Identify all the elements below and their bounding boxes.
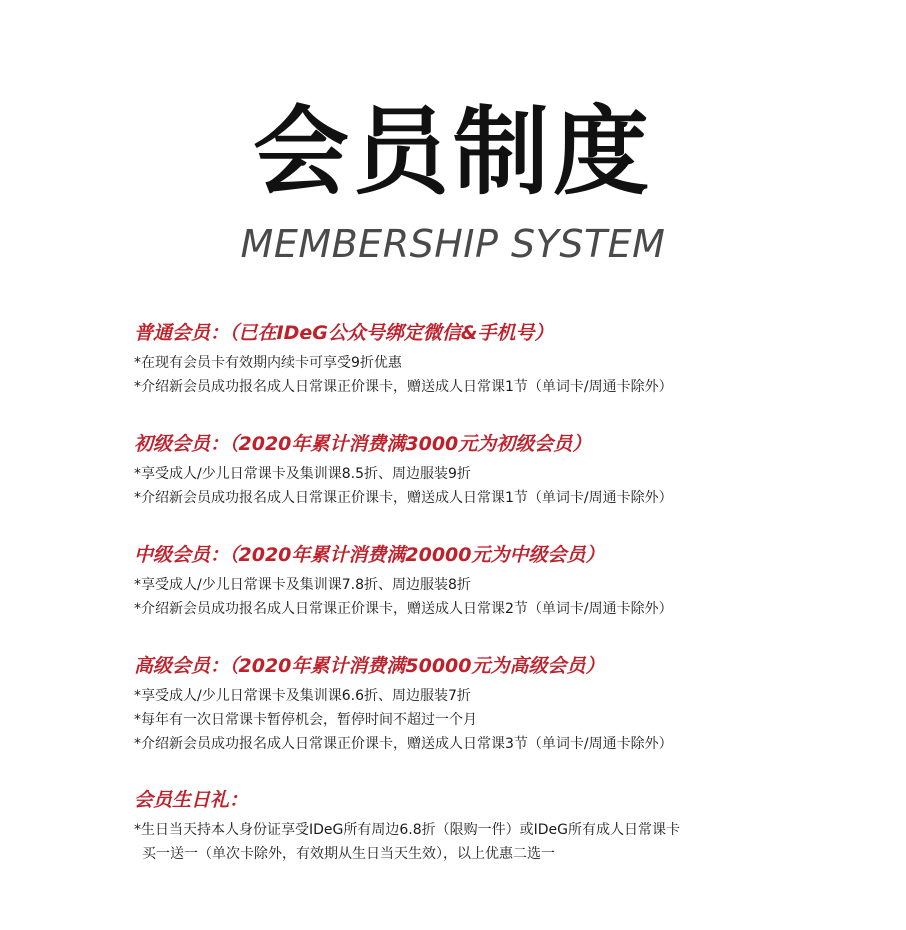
benefit-item: *在现有会员卡有效期内续卡可享受9折优惠 bbox=[134, 355, 402, 371]
benefit-item-continued: 买一送一（单次卡除外，有效期从生日当天生效），以上优惠二选一 bbox=[142, 846, 555, 862]
benefit-item: *每年有一次日常课卡暂停机会，暂停时间不超过一个月 bbox=[134, 712, 477, 728]
page-subtitle: MEMBERSHIP SYSTEM bbox=[240, 222, 666, 266]
section-title: 普通会员：（已在IDeG公众号绑定微信&手机号） bbox=[134, 322, 554, 344]
section-title: 会员生日礼： bbox=[134, 789, 249, 811]
benefit-item: *享受成人/少儿日常课卡及集训课7.8折、周边服装8折 bbox=[134, 577, 471, 593]
benefit-item: *介绍新会员成功报名成人日常课正价课卡，赠送成人日常课1节（单词卡/周通卡除外） bbox=[134, 379, 673, 395]
section-senior-member bbox=[134, 652, 854, 756]
section-birthday-gift bbox=[134, 786, 854, 866]
benefit-item: *介绍新会员成功报名成人日常课正价课卡，赠送成人日常课1节（单词卡/周通卡除外） bbox=[134, 490, 673, 506]
section-junior-member bbox=[134, 430, 854, 510]
section-title: 初级会员：（2020年累计消费满3000元为初级会员） bbox=[134, 433, 592, 455]
page-title: 会员制度 bbox=[253, 96, 653, 208]
section-title: 中级会员：（2020年累计消费满20000元为中级会员） bbox=[134, 544, 605, 566]
section-regular-member bbox=[134, 319, 854, 399]
section-title: 高级会员：（2020年累计消费满50000元为高级会员） bbox=[134, 655, 605, 677]
benefit-item: *享受成人/少儿日常课卡及集训课6.6折、周边服装7折 bbox=[134, 688, 471, 704]
benefit-item: *生日当天持本人身份证享受IDeG所有周边6.8折（限购一件）或IDeG所有成人日常课卡 bbox=[134, 822, 681, 838]
benefit-item: *介绍新会员成功报名成人日常课正价课卡，赠送成人日常课3节（单词卡/周通卡除外） bbox=[134, 736, 673, 752]
benefit-item: *介绍新会员成功报名成人日常课正价课卡，赠送成人日常课2节（单词卡/周通卡除外） bbox=[134, 601, 673, 617]
section-intermediate-member bbox=[134, 541, 854, 621]
benefit-item: *享受成人/少儿日常课卡及集训课8.5折、周边服装9折 bbox=[134, 466, 471, 482]
